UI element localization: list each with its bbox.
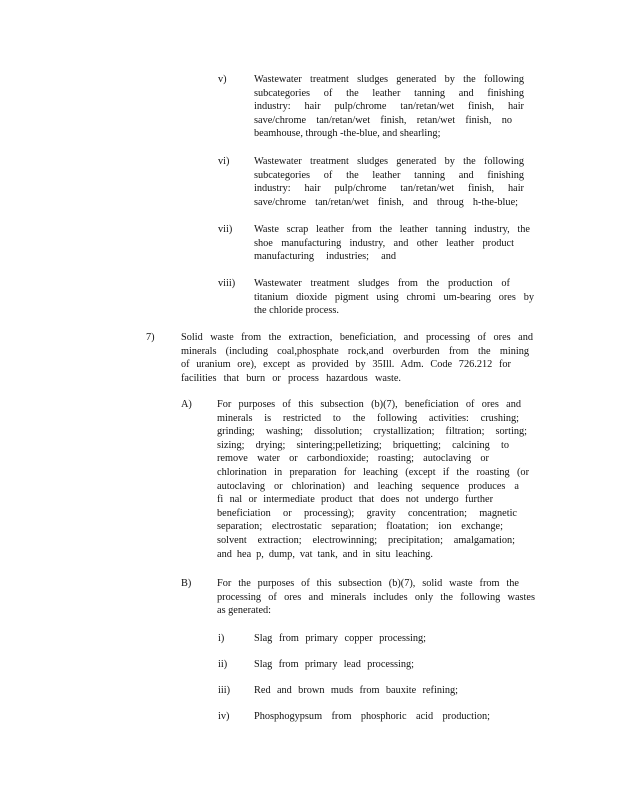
text-line: minerals (including coal,phosphate rock,and overburden from the mining — [181, 345, 529, 357]
text-line: separation; electrostatic separation; floatation; ion exchange; — [217, 521, 503, 533]
text-line: solvent extraction; electrowinning; precipitation; amalgamation; — [217, 534, 515, 546]
text-line: facilities that burn or process hazardous waste. — [181, 372, 401, 384]
text-line: Slag from primary lead processing; — [254, 659, 414, 670]
item-text — [181, 331, 533, 385]
item-text — [254, 684, 458, 698]
text-line: Phosphogypsum from phosphoric acid production; — [254, 711, 490, 722]
item-label: vii) — [218, 224, 233, 235]
item-text — [254, 658, 414, 672]
text-line: Solid waste from the extraction, beneficiation, and processing of ores and — [181, 332, 533, 343]
text-line: save/chrome tan/retan/wet finish, and throug h-the-blue; — [254, 196, 518, 208]
text-line: Slag from primary copper processing; — [254, 633, 426, 644]
text-line: Waste scrap leather from the leather tanning industry, the — [254, 224, 530, 235]
text-line: beamhouse, through -the-blue, and shearling; — [254, 128, 441, 140]
text-line: save/chrome tan/retan/wet finish, retan/wet finish, no — [254, 114, 512, 126]
item-text — [254, 155, 524, 209]
text-line: processing of ores and minerals includes only the following wastes — [217, 591, 535, 603]
item-label: iii) — [218, 685, 231, 696]
item-label: A) — [181, 399, 192, 410]
text-line: beneficiation or processing); gravity concentration; magnetic — [217, 507, 517, 519]
text-line: chlorination in preparation for leaching (except if the roasting (or — [217, 466, 529, 478]
item-text — [217, 577, 535, 618]
text-line: of uranium ore), except as provided by 35Ill. Adm. Code 726.212 for — [181, 359, 511, 371]
text-line: subcategories of the leather tanning and finishing — [254, 169, 524, 181]
item-label: v) — [218, 74, 227, 85]
text-line: fi nal or intermediate product that does not undergo further — [217, 494, 493, 506]
text-line: minerals is restricted to the following activities: crushing; — [217, 412, 519, 424]
text-line: and hea p, dump, vat tank, and in situ leaching. — [217, 548, 433, 560]
item-text — [254, 277, 534, 318]
item-label: ii) — [218, 659, 228, 670]
text-line: shoe manufacturing industry, and other leather product — [254, 237, 514, 249]
item-label: i) — [218, 633, 225, 644]
item-text — [254, 632, 426, 646]
item-label: B) — [181, 578, 192, 589]
text-line: autoclaving or chlorination) and leaching sequence produces a — [217, 480, 519, 492]
item-text — [254, 710, 490, 724]
item-label: vi) — [218, 156, 230, 167]
item-label: 7) — [146, 332, 155, 343]
text-line: Wastewater treatment sludges generated by the following — [254, 156, 524, 167]
item-text — [254, 223, 530, 264]
text-line: manufacturing industries; and — [254, 251, 396, 263]
item-text — [254, 73, 524, 141]
text-line: titanium dioxide pigment using chromi um-bearing ores by — [254, 291, 534, 303]
text-line: For the purposes of this subsection (b)(7), solid waste from the — [217, 578, 519, 589]
item-text — [217, 398, 529, 561]
text-line: industry: hair pulp/chrome tan/retan/wet finish, hair — [254, 101, 524, 113]
text-line: the chloride process. — [254, 305, 339, 317]
item-label: iv) — [218, 711, 230, 722]
item-label: viii) — [218, 278, 236, 289]
text-line: sizing; drying; sintering;pelletizing; briquetting; calcining to — [217, 439, 509, 451]
text-line: Wastewater treatment sludges from the production of — [254, 278, 510, 289]
text-line: subcategories of the leather tanning and finishing — [254, 87, 524, 99]
text-line: industry: hair pulp/chrome tan/retan/wet finish, hair — [254, 183, 524, 195]
text-line: Red and brown muds from bauxite refining; — [254, 685, 458, 696]
text-line: For purposes of this subsection (b)(7), beneficiation of ores and — [217, 399, 521, 410]
text-line: as generated: — [217, 605, 272, 617]
text-line: Wastewater treatment sludges generated by the following — [254, 74, 524, 85]
text-line: grinding; washing; dissolution; crystallization; filtration; sorting; — [217, 426, 527, 438]
text-line: remove water or carbondioxide; roasting; autoclaving or — [217, 453, 489, 465]
